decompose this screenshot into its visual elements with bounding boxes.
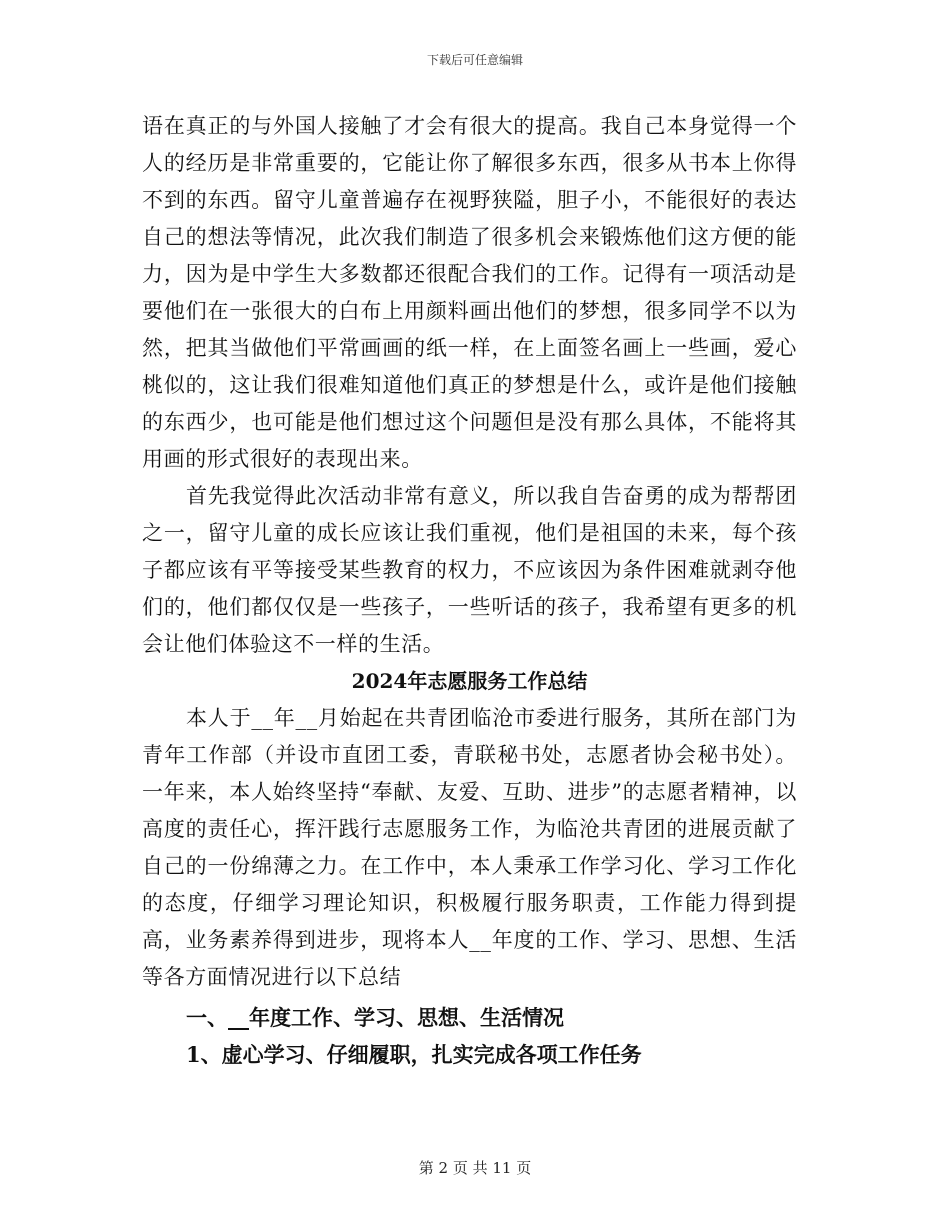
paragraph-continued: 语在真正的与外国人接触了才会有很大的提高。我自己本身觉得一个人的经历是非常重要的，它能让你了解很多东西，很多从书本上你得不到的东西。留守儿童普遍存在视野狭隘，胆子小，不能很好的表达自己的想法等情况，此次我们制造了很多机会来锻炼他们这方便的能力，因为是中学生大多数都还很配合我们的工作。记得有一项活动是要他们在一张很大的白布上用颜料画出他们的梦想，很多同学不以为然，把其当做他们平常画画的纸一样，在上面签名画上一些画，爱心桃似的，这让我们很难知道他们真正的梦想是什么，或许是他们接触的东西少，也可能是他们想过这个问题但是没有那么具体，不能将其用画的形式很好的表现出来。	[142, 114, 797, 471]
section-intro-paragraph: 本人于__年__月始起在共青团临沧市委进行服务，其所在部门为青年工作部（并设市直团工委，青联秘书处，志愿者协会秘书处）。一年来，本人始终坚持“奉献、友爱、互助、进步”的志愿者精神，以高度的责任心，挥汗践行志愿服务工作，为临沧共青团的进展贡献了自己的一份绵薄之力。在工作中，本人秉承工作学习化、学习工作化的态度，仔细学习理论知识，积极履行服务职责，工作能力得到提高，业务素养得到进步，现将本人__年度的工作、学习、思想、生活等各方面情况进行以下总结	[142, 706, 797, 989]
section-heading-level1: 一、__年度工作、学习、思想、生活情况	[186, 1005, 564, 1030]
paragraph: 首先我觉得此次活动非常有意义，所以我自告奋勇的成为帮帮团之一，留守儿童的成长应该让我们重视，他们是祖国的未来，每个孩子都应该有平等接受某些教育的权力，不应该因为条件困难就剥夺他们的，他们都仅仅是一些孩子，一些听话的孩子，我希望有更多的机会让他们体验这不一样的生活。	[142, 484, 797, 656]
section-title: 2024年志愿服务工作总结	[351, 669, 588, 693]
section-heading-level2: 1、虚心学习、仔细履职，扎实完成各项工作任务	[186, 1042, 642, 1067]
page-header: 下载后可任意编辑	[426, 53, 523, 67]
document-body	[142, 108, 797, 1073]
page-number-footer: 第 2 页 共 11 页	[418, 1159, 532, 1177]
